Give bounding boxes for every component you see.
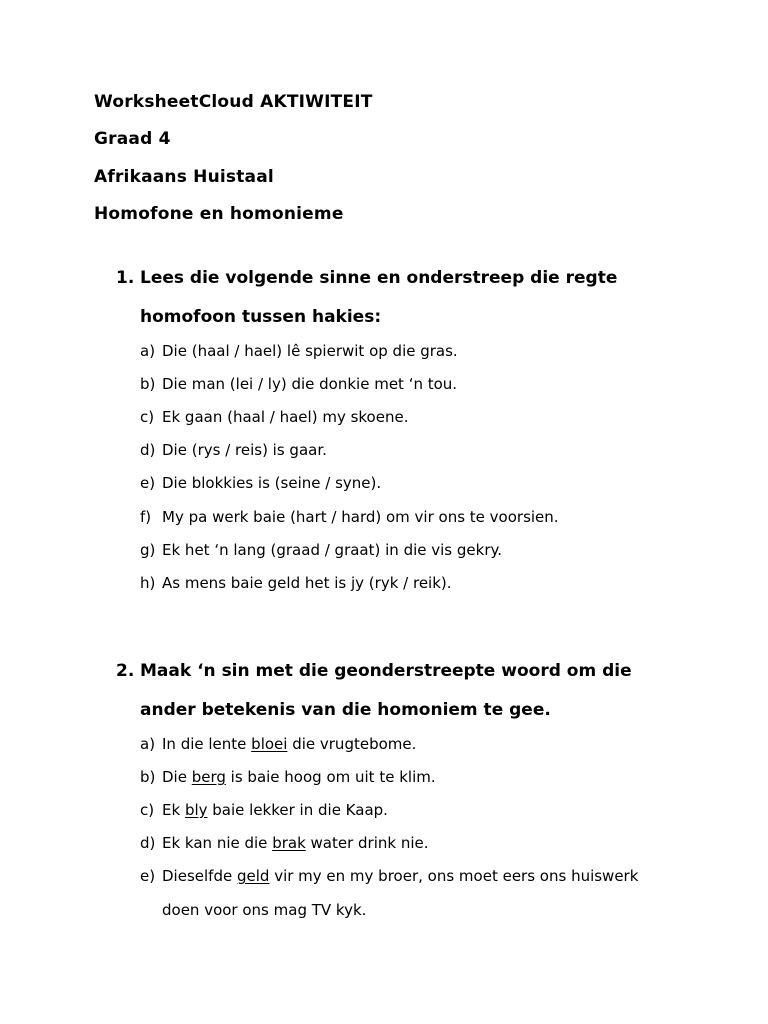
subject-label: Afrikaans Huistaal bbox=[94, 167, 274, 187]
item-letter: c) bbox=[140, 408, 155, 426]
q1-item-b bbox=[140, 375, 457, 393]
item-text-before: In die lente bbox=[162, 735, 252, 753]
topic-label: Homofone en homonieme bbox=[94, 204, 344, 224]
q1-item-f bbox=[140, 508, 559, 526]
q2-item-e-continuation bbox=[140, 901, 366, 919]
item-letter: a) bbox=[140, 735, 156, 753]
item-letter: f) bbox=[140, 508, 152, 526]
item-text: Ek gaan (haal / hael) my skoene. bbox=[162, 408, 409, 426]
item-text-before: Ek bbox=[162, 801, 185, 819]
q2-item-a bbox=[140, 735, 416, 753]
worksheet-title: WorksheetCloud AKTIWITEIT bbox=[94, 92, 373, 112]
q1-item-h bbox=[140, 574, 452, 592]
item-text: Die (haal / hael) lê spierwit op die gras. bbox=[162, 342, 458, 360]
item-text-before: Die bbox=[162, 768, 192, 786]
item-letter: e) bbox=[140, 474, 156, 492]
item-letter: g) bbox=[140, 541, 156, 559]
q2-item-e bbox=[140, 867, 638, 885]
item-letter: d) bbox=[140, 441, 156, 459]
question-1-line-2: homofoon tussen hakies: bbox=[140, 307, 382, 327]
underlined-word: brak bbox=[272, 834, 306, 852]
item-text-continuation: doen voor ons mag TV kyk. bbox=[162, 901, 367, 919]
grade-label: Graad 4 bbox=[94, 129, 171, 149]
q2-item-b bbox=[140, 768, 436, 786]
item-text-after: baie lekker in die Kaap. bbox=[207, 801, 388, 819]
item-text: Die blokkies is (seine / syne). bbox=[162, 474, 382, 492]
q1-item-e bbox=[140, 474, 381, 492]
item-text: My pa werk baie (hart / hard) om vir ons te voorsien. bbox=[162, 508, 559, 526]
item-letter: h) bbox=[140, 574, 156, 592]
item-text-before: Ek kan nie die bbox=[162, 834, 273, 852]
q2-item-d bbox=[140, 834, 429, 852]
item-text: Die man (lei / ly) die donkie met ‘n tou. bbox=[162, 375, 458, 393]
item-text: Die (rys / reis) is gaar. bbox=[162, 441, 327, 459]
item-text-after: die vrugtebome. bbox=[287, 735, 417, 753]
item-text-after: is baie hoog om uit te klim. bbox=[225, 768, 436, 786]
q1-item-c bbox=[140, 408, 408, 426]
question-2-line-2: ander betekenis van die homoniem te gee. bbox=[140, 700, 551, 720]
underlined-word: geld bbox=[236, 867, 270, 885]
item-text: As mens baie geld het is jy (ryk / reik). bbox=[162, 574, 452, 592]
underlined-word: bly bbox=[184, 801, 208, 819]
q1-item-g bbox=[140, 541, 502, 559]
question-2-number: 2. bbox=[116, 661, 135, 681]
q2-item-c bbox=[140, 801, 388, 819]
underlined-word: berg bbox=[191, 768, 226, 786]
question-1-number: 1. bbox=[116, 268, 135, 288]
item-letter: a) bbox=[140, 342, 156, 360]
item-letter: d) bbox=[140, 834, 156, 852]
q1-item-d bbox=[140, 441, 327, 459]
question-1-line-1: Lees die volgende sinne en onderstreep die regte bbox=[140, 268, 618, 288]
question-2-line-1: Maak ‘n sin met die geonderstreepte woord om die bbox=[140, 661, 632, 681]
q1-item-a bbox=[140, 342, 458, 360]
item-letter: e) bbox=[140, 867, 156, 885]
item-text-after: vir my en my broer, ons moet eers ons huiswerk bbox=[269, 867, 639, 885]
item-text-before: Dieselfde bbox=[162, 867, 237, 885]
underlined-word: bloei bbox=[251, 735, 288, 753]
item-text-after: water drink nie. bbox=[305, 834, 429, 852]
item-letter: b) bbox=[140, 375, 156, 393]
item-text: Ek het ‘n lang (graad / graat) in die vis gekry. bbox=[162, 541, 502, 559]
item-letter: c) bbox=[140, 801, 155, 819]
item-letter: b) bbox=[140, 768, 156, 786]
